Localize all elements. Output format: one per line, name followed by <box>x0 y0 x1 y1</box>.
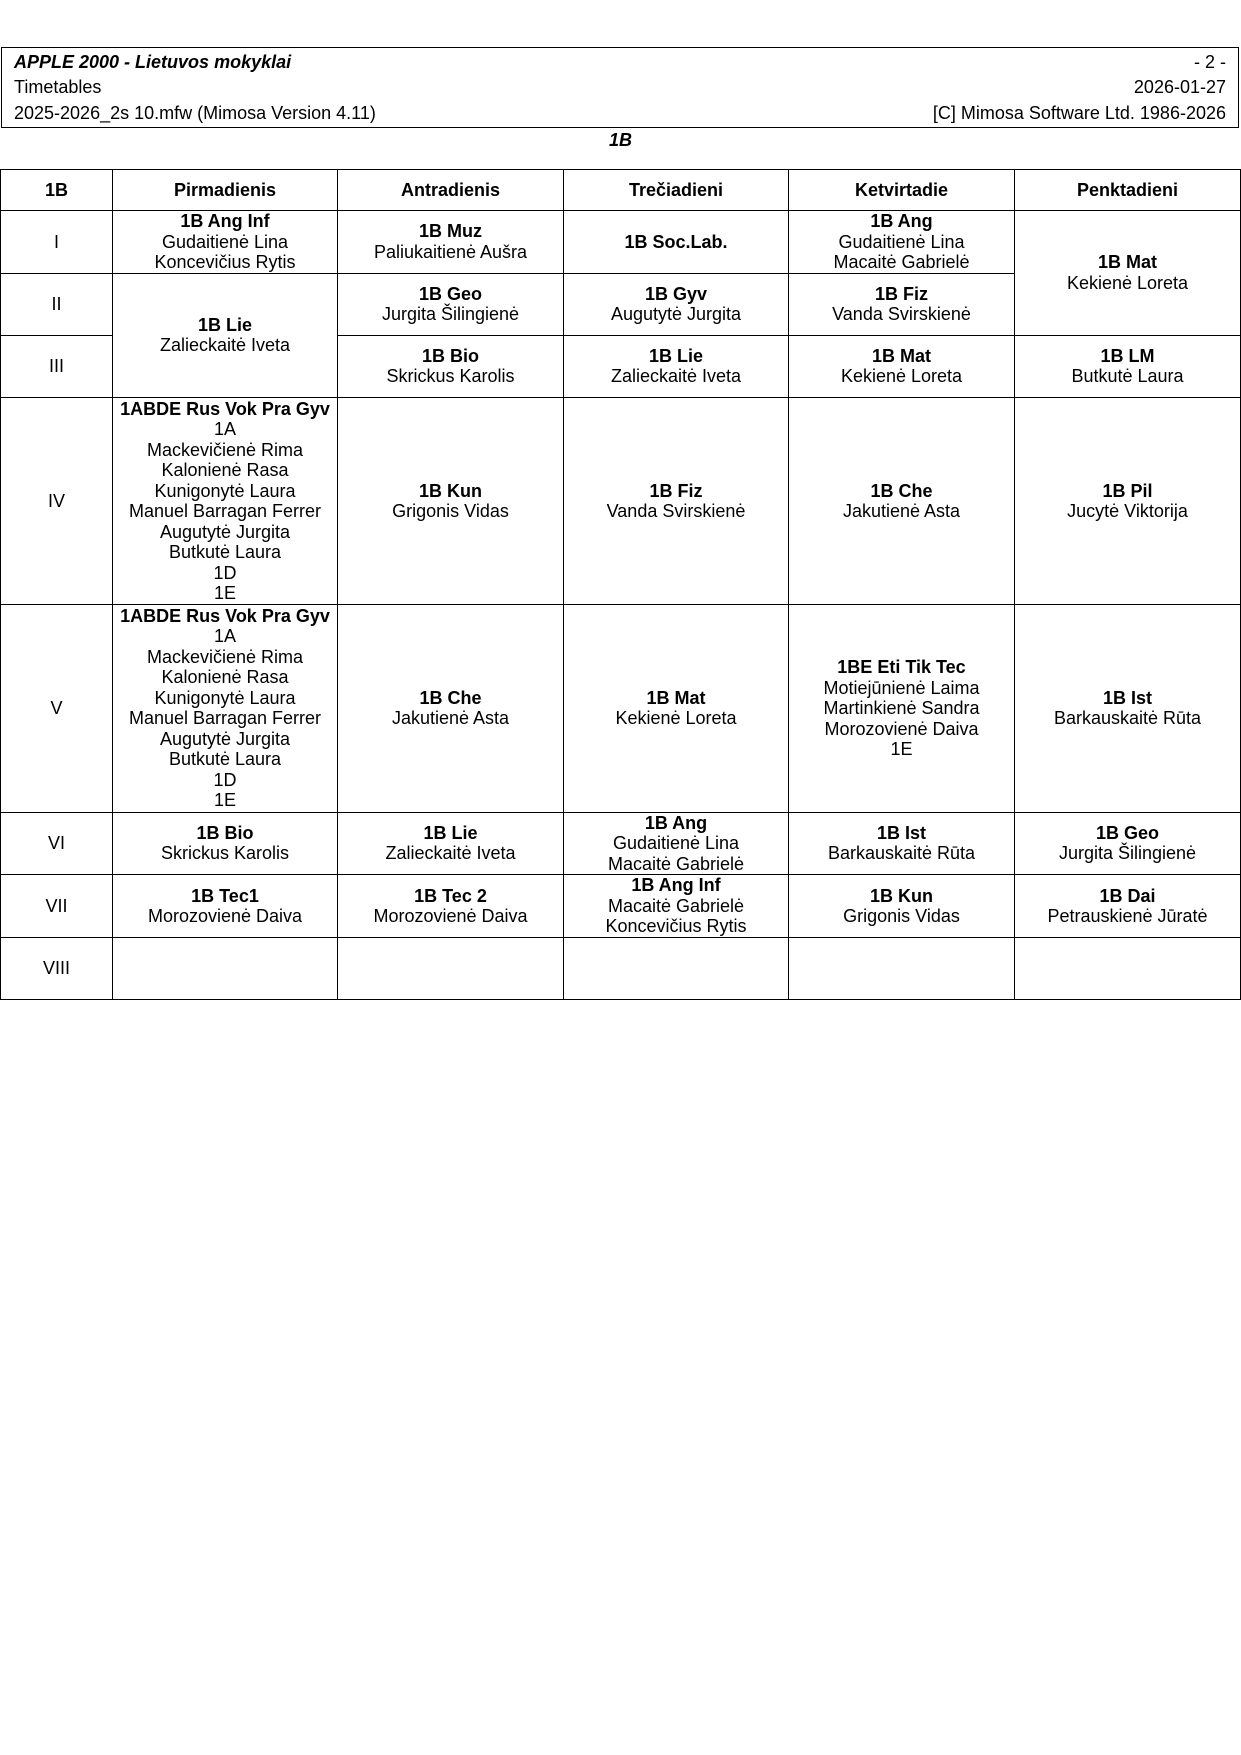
lesson-detail: Jurgita Šilingienė <box>381 304 520 325</box>
lesson-detail: Koncevičius Rytis <box>154 252 296 273</box>
lesson-cell <box>338 812 564 875</box>
lesson-detail: Jakutienė Asta <box>391 708 510 729</box>
lesson-cell <box>1015 812 1241 875</box>
subject-label: 1B Kun <box>870 885 933 906</box>
subject-label: 1B LM <box>1100 345 1155 366</box>
empty-cell <box>113 937 338 999</box>
lesson-detail: Kalonienė Rasa <box>161 460 289 481</box>
period-number: IV <box>1 397 113 604</box>
period-number: II <box>1 273 113 335</box>
lesson-detail: Skrickus Karolis <box>160 843 290 864</box>
day-header: Antradienis <box>338 170 564 211</box>
period-row <box>1 397 1241 604</box>
subject-label: 1B Ang <box>644 812 708 833</box>
lesson-detail: Butkutė Laura <box>168 542 282 563</box>
lesson-detail: Zalieckaitė Iveta <box>159 335 291 356</box>
day-header: Trečiadieni <box>564 170 789 211</box>
lesson-cell <box>564 335 789 397</box>
empty-cell <box>789 937 1015 999</box>
document-type: Timetables <box>14 77 102 97</box>
lesson-cell <box>789 605 1015 812</box>
school-name: APPLE 2000 - Lietuvos mokyklai <box>14 52 292 72</box>
period-number: VII <box>1 875 113 938</box>
lesson-cell <box>789 335 1015 397</box>
lesson-cell <box>113 812 338 875</box>
lesson-detail: Kunigonytė Laura <box>154 687 296 708</box>
lesson-cell <box>113 211 338 274</box>
lesson-cell <box>338 397 564 604</box>
lesson-cell <box>113 397 338 604</box>
lesson-detail: Motiejūnienė Laima <box>823 677 980 698</box>
lesson-detail: Petrauskienė Jūratė <box>1047 906 1208 927</box>
lesson-detail: Mackevičienė Rima <box>146 439 304 460</box>
lesson-detail: 1D <box>213 769 237 790</box>
lesson-cell <box>113 875 338 938</box>
lesson-detail: Augutytė Jurgita <box>159 521 291 542</box>
subject-label: 1B Ist <box>876 822 927 843</box>
subject-label: 1B Lie <box>197 314 253 335</box>
lesson-cell <box>338 273 564 335</box>
lesson-detail: Kalonienė Rasa <box>161 667 289 688</box>
period-number: V <box>1 605 113 812</box>
lesson-detail: Kekienė Loreta <box>840 366 963 387</box>
lesson-detail: Morozovienė Daiva <box>824 718 979 739</box>
lesson-detail: Koncevičius Rytis <box>605 916 747 937</box>
lesson-detail: Grigonis Vidas <box>392 501 509 522</box>
lesson-detail: Kekienė Loreta <box>1066 272 1189 293</box>
lesson-cell <box>113 605 338 812</box>
subject-label: 1B Fiz <box>649 480 703 501</box>
lesson-cell <box>789 875 1015 938</box>
period-number: I <box>1 211 113 274</box>
lesson-cell <box>789 397 1015 604</box>
subject-label: 1B Ang Inf <box>180 211 270 232</box>
subject-label: 1B Lie <box>423 822 478 843</box>
lesson-detail: 1A <box>213 626 237 647</box>
lesson-detail: Manuel Barragan Ferrer <box>128 501 322 522</box>
subject-label: 1B Bio <box>196 822 254 843</box>
lesson-detail: Jucytė Viktorija <box>1067 501 1188 522</box>
lesson-detail: 1E <box>890 739 913 760</box>
empty-cell <box>338 937 564 999</box>
subject-label: 1B Kun <box>419 480 482 501</box>
subject-label: 1B Che <box>419 687 482 708</box>
subject-label: 1ABDE Rus Vok Pra Gyv <box>120 398 330 419</box>
period-number: VIII <box>1 937 113 999</box>
lesson-detail: Gudaitienė Lina <box>612 833 740 854</box>
lesson-detail: Zalieckaitė Iveta <box>385 843 516 864</box>
lesson-cell <box>1015 875 1241 938</box>
lesson-detail: Kekienė Loreta <box>615 708 737 729</box>
subject-label: 1B Mat <box>1097 252 1157 273</box>
subject-label: 1B Mat <box>646 687 706 708</box>
lesson-detail: Paliukaitienė Aušra <box>373 241 528 262</box>
lesson-detail: Macaitė Gabrielė <box>607 895 745 916</box>
lesson-cell <box>564 812 789 875</box>
lesson-cell <box>1015 335 1241 397</box>
subject-label: 1B Soc.Lab. <box>624 231 728 252</box>
subject-label: 1B Ang <box>870 211 933 232</box>
lesson-detail: 1E <box>213 583 237 604</box>
subject-label: 1B Gyv <box>644 283 708 304</box>
lesson-cell <box>789 273 1015 335</box>
lesson-detail: Zalieckaitė Iveta <box>610 366 742 387</box>
subject-label: 1B Ang Inf <box>631 875 721 896</box>
lesson-detail: Barkauskaitė Rūta <box>827 843 976 864</box>
lesson-cell <box>564 875 789 938</box>
lesson-cell <box>789 211 1015 274</box>
lesson-detail: Martinkienė Sandra <box>823 698 980 719</box>
period-row <box>1 875 1241 938</box>
lesson-detail: Morozovienė Daiva <box>147 906 303 927</box>
lesson-cell <box>564 397 789 604</box>
lesson-detail: Augutytė Jurgita <box>159 728 291 749</box>
lesson-cell <box>338 605 564 812</box>
lesson-detail: Mackevičienė Rima <box>146 646 304 667</box>
lesson-cell <box>1015 605 1241 812</box>
subject-label: 1B Geo <box>1095 822 1160 843</box>
subject-label: 1B Tec 2 <box>414 885 487 906</box>
day-header: Penktadieni <box>1015 170 1241 211</box>
lesson-detail: Gudaitienė Lina <box>161 231 289 252</box>
period-number: VI <box>1 812 113 875</box>
period-number: III <box>1 335 113 397</box>
lesson-cell <box>789 812 1015 875</box>
subject-label: 1B Muz <box>419 221 482 242</box>
header-row-1 <box>14 49 1226 75</box>
subject-label: 1B Geo <box>418 283 483 304</box>
lesson-detail: Macaitė Gabrielė <box>833 252 970 273</box>
lesson-detail: Butkutė Laura <box>1071 366 1184 387</box>
subject-label: 1B Pil <box>1102 480 1153 501</box>
lesson-detail: 1E <box>213 790 237 811</box>
lesson-cell <box>113 273 338 397</box>
lesson-detail: Gudaitienė Lina <box>838 231 965 252</box>
lesson-cell <box>564 605 789 812</box>
lesson-detail: Vanda Svirskienė <box>606 501 746 522</box>
subject-label: 1BE Eti Tik Tec <box>837 657 966 678</box>
period-row <box>1 937 1241 999</box>
subject-label: 1B Dai <box>1099 885 1156 906</box>
subject-label: 1B Bio <box>421 345 479 366</box>
subject-label: 1ABDE Rus Vok Pra Gyv <box>120 605 330 626</box>
document-header <box>1 47 1239 128</box>
lesson-detail: Manuel Barragan Ferrer <box>128 708 322 729</box>
subject-label: 1B Fiz <box>874 283 928 304</box>
header-row-2 <box>14 74 1226 100</box>
lesson-detail: 1D <box>213 562 237 583</box>
header-row-3 <box>14 100 1226 126</box>
lesson-detail: Macaitė Gabrielė <box>607 853 745 874</box>
lesson-detail: Butkutė Laura <box>168 749 282 770</box>
lesson-detail: Morozovienė Daiva <box>373 906 528 927</box>
lesson-cell <box>338 875 564 938</box>
timetable <box>0 169 1241 1000</box>
lesson-detail: Grigonis Vidas <box>843 906 960 927</box>
lesson-detail: Skrickus Karolis <box>386 366 515 387</box>
lesson-cell <box>338 335 564 397</box>
lesson-detail: Barkauskaitė Rūta <box>1053 708 1202 729</box>
empty-cell <box>564 937 789 999</box>
period-row <box>1 605 1241 812</box>
period-row <box>1 211 1241 274</box>
subject-label: 1B Mat <box>871 345 931 366</box>
subject-label: 1B Lie <box>648 345 704 366</box>
class-title: 1B <box>608 130 632 150</box>
subject-label: 1B Che <box>870 480 933 501</box>
day-header: Pirmadienis <box>113 170 338 211</box>
lesson-detail: 1A <box>213 419 237 440</box>
lesson-cell <box>564 273 789 335</box>
lesson-detail: Jurgita Šilingienė <box>1058 843 1197 864</box>
page-number: - 2 - <box>1193 52 1226 72</box>
lesson-detail: Augutytė Jurgita <box>610 304 742 325</box>
lesson-detail: Jakutienė Asta <box>842 501 961 522</box>
lesson-detail: Vanda Svirskienė <box>832 304 971 325</box>
day-header: Ketvirtadie <box>789 170 1015 211</box>
source-file: 2025-2026_2s 10.mfw (Mimosa Version 4.11) <box>14 103 376 123</box>
period-row <box>1 812 1241 875</box>
subject-label: 1B Tec1 <box>191 885 259 906</box>
lesson-cell <box>338 211 564 274</box>
lesson-cell <box>1015 211 1241 336</box>
print-date: 2026-01-27 <box>1133 77 1226 97</box>
lesson-detail: Kunigonytė Laura <box>154 480 296 501</box>
lesson-cell <box>564 211 789 274</box>
corner-cell: 1B <box>1 170 113 211</box>
copyright: [C] Mimosa Software Ltd. 1986-2026 <box>932 103 1226 123</box>
days-header-row <box>1 170 1241 211</box>
subject-label: 1B Ist <box>1102 687 1153 708</box>
lesson-cell <box>1015 397 1241 604</box>
empty-cell <box>1015 937 1241 999</box>
